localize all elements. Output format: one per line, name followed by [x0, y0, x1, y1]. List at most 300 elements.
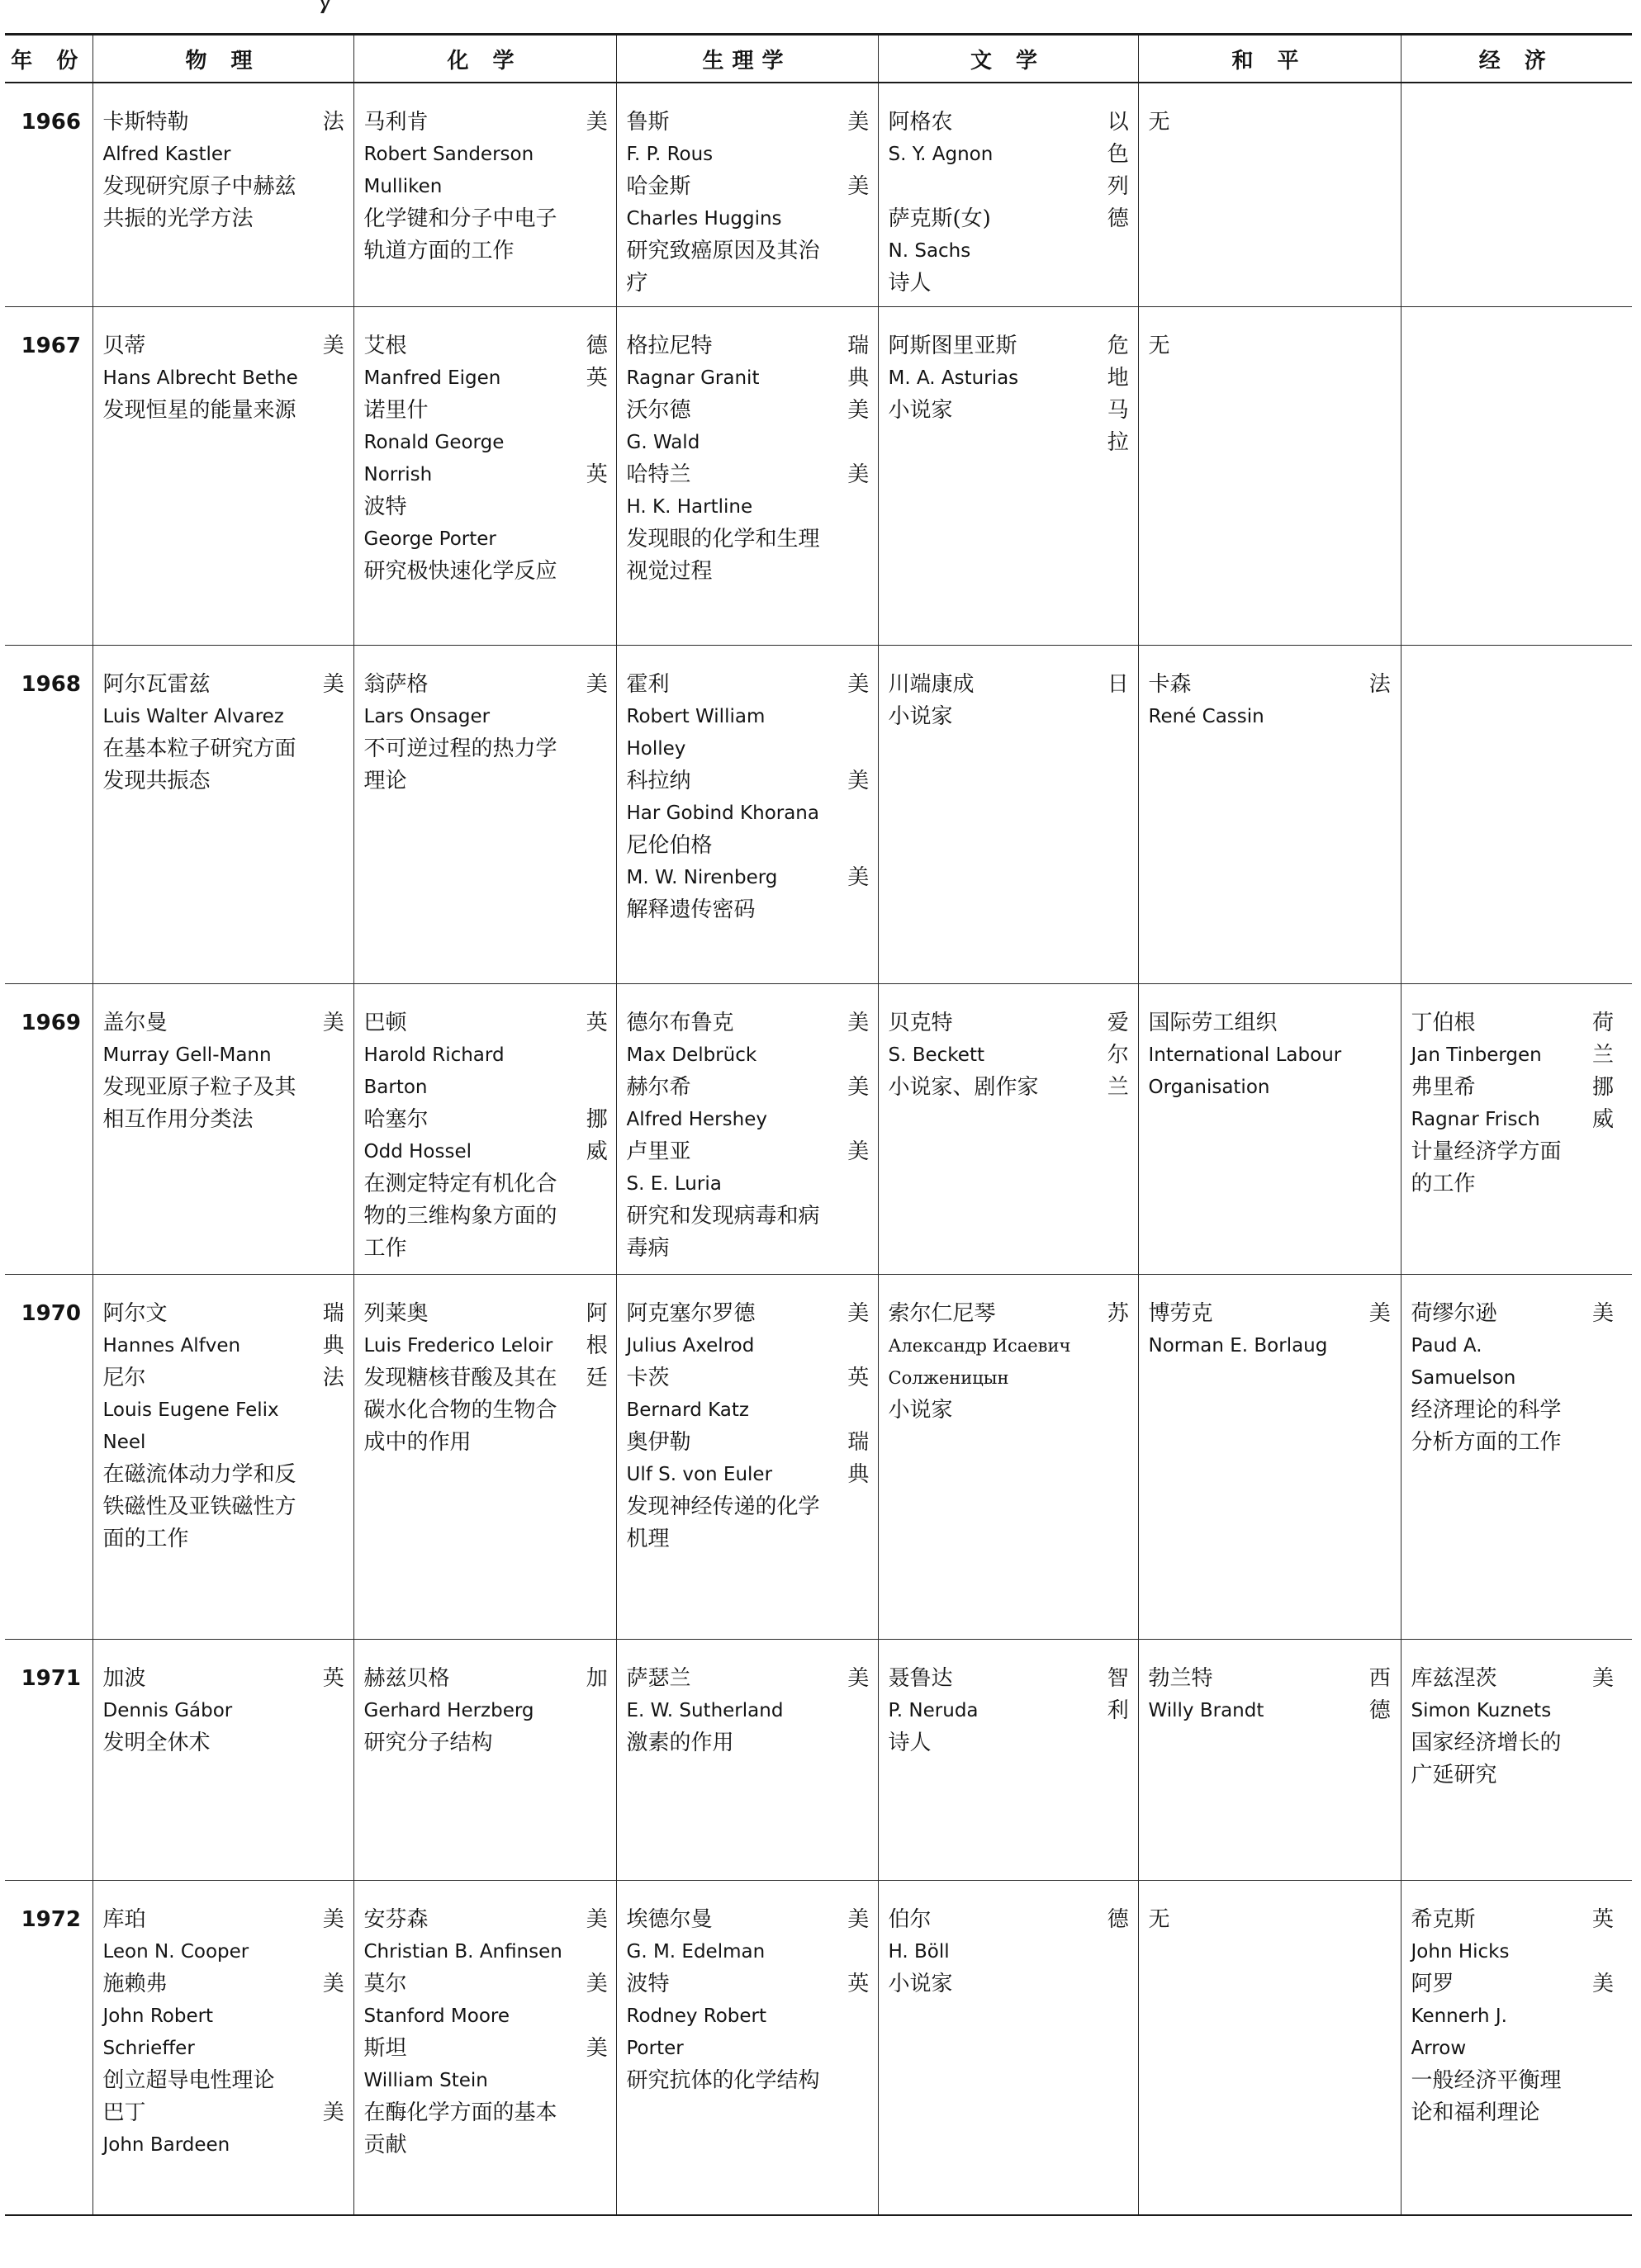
economics-entry-line: 一般经济平衡理论和福利理论: [1411, 2068, 1562, 2125]
economics-entry-line: 计量经济学方面的工作: [1411, 1139, 1562, 1196]
physics-entry-line: 发现研究原子中赫兹共振的光学方法: [102, 174, 296, 231]
physics-entry-line: 在磁流体动力学和反铁磁性及亚铁磁性方面的工作: [102, 1462, 296, 1551]
nationality-char: 美: [847, 1139, 870, 1164]
literature-entry-line: 小说家: [888, 1398, 953, 1423]
economics-laureate-cell: [1401, 1275, 1569, 1640]
header-economics: 经 济: [1401, 35, 1632, 83]
peace-nationality-cell: [1354, 1640, 1401, 1881]
economics-entry-line: Kennerh J. Arrow: [1411, 2005, 1507, 2059]
nationality-char: 地: [1107, 366, 1129, 391]
physiology-entry-line: 阿克塞尔罗德: [626, 1301, 756, 1326]
nationality-char: [844, 139, 873, 171]
chemistry-laureate-cell: [353, 1881, 573, 2215]
economics-entry-line: Paud A. Samuelson: [1411, 1335, 1516, 1389]
literature-entry-line: 小说家、剧作家: [888, 1075, 1039, 1100]
chemistry-entry-line: 波特: [363, 495, 407, 519]
literature-entry-line: M. A. Asturias: [888, 367, 1019, 389]
literature-nationality-cell: [1093, 307, 1138, 646]
physiology-entry-line: 波特: [626, 1972, 670, 1996]
economics-laureate-cell: [1401, 1640, 1569, 1881]
physiology-laureate-cell: [616, 1881, 834, 2215]
nationality-char: 德: [586, 334, 608, 358]
nationality-char: 危: [1107, 334, 1129, 358]
nationality-char: 美: [847, 110, 870, 135]
nationality-char: 美: [322, 1907, 344, 1932]
physics-entry-line: Alfred Kastler: [102, 144, 231, 165]
physiology-entry-line: 研究和发现病毒和病毒病: [626, 1204, 820, 1261]
nationality-char: 美: [322, 334, 344, 358]
chemistry-laureate-cell: [353, 307, 573, 646]
physics-entry-line: 在基本粒子研究方面发现共振态: [102, 736, 296, 793]
nationality-char: 苏: [1107, 1301, 1129, 1326]
nationality-char: 美: [586, 2036, 608, 2061]
nationality-char: 法: [322, 1366, 344, 1390]
nationality-char: 美: [847, 174, 870, 199]
chemistry-nationality-cell: [573, 1640, 616, 1881]
nationality-char: 西: [1368, 1666, 1391, 1691]
year-cell: 1972: [5, 1881, 92, 2215]
chemistry-entry-line: 在测定特定有机化合物的三维构象方面的工作: [363, 1172, 557, 1261]
nationality-char: [583, 1039, 611, 1072]
nationality-char: 美: [847, 398, 870, 423]
physiology-entry-line: S. E. Luria: [626, 1173, 722, 1195]
physics-laureate-cell: [92, 83, 309, 307]
chemistry-nationality-cell: [573, 646, 616, 984]
literature-entry-line: 小说家: [888, 704, 953, 729]
nationality-char: [583, 1936, 611, 1968]
physics-laureate-cell: [92, 1275, 309, 1640]
peace-entry-line: 博劳克: [1148, 1301, 1213, 1326]
physics-entry-line: Hannes Alfven: [102, 1335, 241, 1357]
nationality-char: [583, 2000, 611, 2033]
nationality-char: 利: [1107, 1698, 1129, 1723]
nationality-char: [319, 2033, 349, 2065]
literature-entry-line: 萨克斯(女): [888, 206, 991, 231]
nationality-char: 美: [586, 110, 608, 135]
economics-entry-line: Simon Kuznets: [1411, 1700, 1552, 1721]
chemistry-entry-line: 巴顿: [363, 1011, 407, 1035]
physiology-entry-line: 埃德尔曼: [626, 1907, 713, 1932]
nationality-char: [319, 2000, 349, 2033]
table-row: [5, 1881, 1632, 2215]
economics-entry-line: 希克斯: [1411, 1907, 1476, 1932]
nationality-char: [844, 798, 873, 830]
nationality-char: 列: [1107, 174, 1129, 199]
nationality-char: 挪: [1592, 1075, 1615, 1100]
nationality-char: 美: [847, 1011, 870, 1035]
nationality-char: [844, 733, 873, 765]
physics-laureate-cell: [92, 646, 309, 984]
literature-nationality-cell: [1093, 646, 1138, 984]
chemistry-laureate-cell: [353, 83, 573, 307]
literature-laureate-cell: [878, 307, 1093, 646]
nationality-char: 以: [1107, 110, 1129, 135]
nationality-char: 美: [1592, 1972, 1615, 1996]
physiology-entry-line: 激素的作用: [626, 1731, 734, 1755]
peace-nationality-cell: [1354, 83, 1401, 307]
peace-entry-line: International Labour Organisation: [1148, 1044, 1342, 1098]
economics-laureate-cell: [1401, 984, 1569, 1275]
nationality-char: 英: [586, 462, 608, 487]
physiology-entry-line: 赫尔希: [626, 1075, 691, 1100]
physics-nationality-cell: [309, 646, 353, 984]
chemistry-entry-line: 研究极快速化学反应: [363, 559, 557, 584]
physiology-entry-line: 萨瑟兰: [626, 1666, 691, 1691]
physiology-entry-line: 奥伊勒: [626, 1430, 691, 1455]
physiology-entry-line: Har Gobind Khorana: [626, 803, 819, 824]
economics-laureate-cell: [1401, 646, 1569, 984]
peace-entry-line: 无: [1148, 334, 1170, 358]
economics-entry-line: Ragnar Frisch: [1411, 1109, 1540, 1130]
chemistry-entry-line: 翁萨格: [363, 672, 429, 697]
physics-laureate-cell: [92, 1640, 309, 1881]
header-chemistry: 化 学: [353, 35, 616, 83]
peace-entry-line: 卡森: [1148, 672, 1192, 697]
physiology-laureate-cell: [616, 307, 834, 646]
physiology-entry-line: 发现眼的化学和生理视觉过程: [626, 527, 820, 584]
nationality-char: 美: [322, 672, 344, 697]
table-row: [5, 1275, 1632, 1640]
chemistry-entry-line: William Stein: [363, 2070, 488, 2091]
peace-nationality-cell: [1354, 646, 1401, 984]
literature-entry-line: S. Y. Agnon: [888, 144, 994, 165]
chemistry-entry-line: 在酶化学方面的基本贡献: [363, 2100, 557, 2157]
chemistry-entry-line: 研究分子结构: [363, 1731, 493, 1755]
literature-entry-line: 小说家: [888, 398, 953, 423]
nationality-char: 阿: [586, 1301, 608, 1326]
chemistry-nationality-cell: [573, 1275, 616, 1640]
nationality-char: 瑞: [847, 334, 870, 358]
economics-entry-line: John Hicks: [1411, 1941, 1510, 1963]
year-cell: 1968: [5, 646, 92, 984]
chemistry-entry-line: Lars Onsager: [363, 706, 491, 727]
chemistry-entry-line: 化学键和分子中电子轨道方面的工作: [363, 206, 557, 263]
physiology-entry-line: 解释遗传密码: [626, 897, 756, 922]
year-cell: 1971: [5, 1640, 92, 1881]
economics-laureate-cell: [1401, 307, 1569, 646]
physics-entry-line: John Robert Schrieffer: [102, 2005, 214, 2059]
nationality-char: 典: [322, 1333, 344, 1358]
chemistry-entry-line: 哈塞尔: [363, 1107, 429, 1132]
nationality-char: 威: [1592, 1107, 1615, 1132]
economics-nationality-cell: [1569, 1640, 1632, 1881]
literature-entry-line: 伯尔: [888, 1907, 932, 1932]
literature-entry-line: 索尔仁尼琴: [888, 1301, 996, 1326]
nationality-char: [844, 1936, 873, 1968]
peace-laureate-cell: [1138, 307, 1354, 646]
economics-nationality-cell: [1569, 984, 1632, 1275]
physics-nationality-cell: [309, 1640, 353, 1881]
physics-entry-line: Murray Gell-Mann: [102, 1044, 272, 1066]
header-physiology: 生理学: [616, 35, 878, 83]
physiology-nationality-cell: [834, 646, 878, 984]
chemistry-entry-line: George Porter: [363, 528, 496, 550]
economics-entry-line: Jan Tinbergen: [1411, 1044, 1542, 1066]
table-row: [5, 1640, 1632, 1881]
chemistry-entry-line: 发现糖核苷酸及其在碳水化合物的生物合成中的作用: [363, 1366, 557, 1455]
literature-entry-line: 小说家: [888, 1972, 953, 1996]
physiology-laureate-cell: [616, 83, 834, 307]
physiology-entry-line: 卢里亚: [626, 1139, 691, 1164]
nationality-char: 智: [1107, 1666, 1129, 1691]
nationality-char: [319, 1936, 349, 1968]
nationality-char: 挪: [586, 1107, 608, 1132]
literature-entry-line: P. Neruda: [888, 1700, 979, 1721]
nationality-char: [844, 1330, 873, 1362]
nationality-char: 美: [1592, 1666, 1615, 1691]
literature-nationality-cell: [1093, 83, 1138, 307]
literature-entry-line: Александр Исаевич Солженицын: [888, 1336, 1071, 1388]
literature-nationality-cell: [1093, 984, 1138, 1275]
physics-entry-line: 卡斯特勒: [102, 110, 189, 135]
physics-entry-line: Louis Eugene Felix Neel: [102, 1399, 279, 1453]
header-row: [5, 35, 1632, 83]
physics-entry-line: 巴丁: [102, 2100, 146, 2125]
chemistry-entry-line: 斯坦: [363, 2036, 407, 2061]
economics-laureate-cell: [1401, 1881, 1569, 2215]
nationality-char: 美: [847, 1075, 870, 1100]
literature-entry-line: 诗人: [888, 271, 932, 296]
nationality-char: 美: [586, 672, 608, 697]
literature-laureate-cell: [878, 1881, 1093, 2215]
physiology-entry-line: E. W. Sutherland: [626, 1700, 784, 1721]
literature-laureate-cell: [878, 1640, 1093, 1881]
chemistry-entry-line: Manfred Eigen: [363, 367, 501, 389]
chemistry-entry-line: 马利肯: [363, 110, 429, 135]
chemistry-entry-line: Odd Hossel: [363, 1141, 472, 1162]
chemistry-nationality-cell: [573, 307, 616, 646]
nationality-char: 爱: [1107, 1011, 1129, 1035]
peace-entry-line: Norman E. Borlaug: [1148, 1335, 1328, 1357]
nationality-char: 法: [1368, 672, 1391, 697]
physiology-entry-line: Ulf S. von Euler: [626, 1464, 773, 1485]
physics-entry-line: 发明全休术: [102, 1731, 211, 1755]
peace-entry-line: Willy Brandt: [1148, 1700, 1264, 1721]
nationality-char: [583, 1072, 611, 1104]
peace-nationality-cell: [1354, 307, 1401, 646]
physics-entry-line: Leon N. Cooper: [102, 1941, 249, 1963]
nationality-char: 美: [322, 1972, 344, 1996]
peace-entry-line: René Cassin: [1148, 706, 1264, 727]
literature-laureate-cell: [878, 984, 1093, 1275]
economics-laureate-cell: [1401, 83, 1569, 307]
physiology-entry-line: Charles Huggins: [626, 208, 782, 230]
nationality-char: 典: [847, 366, 870, 391]
peace-laureate-cell: [1138, 1640, 1354, 1881]
physics-nationality-cell: [309, 83, 353, 307]
nationality-char: [844, 1394, 873, 1427]
header-peace: 和 平: [1138, 35, 1401, 83]
physiology-entry-line: Alfred Hershey: [626, 1109, 767, 1130]
physiology-entry-line: F. P. Rous: [626, 144, 714, 165]
physiology-nationality-cell: [834, 83, 878, 307]
nationality-char: 美: [847, 672, 870, 697]
peace-laureate-cell: [1138, 1275, 1354, 1640]
physiology-entry-line: 格拉尼特: [626, 334, 713, 358]
physiology-entry-line: 研究抗体的化学结构: [626, 2068, 820, 2093]
chemistry-nationality-cell: [573, 1881, 616, 2215]
peace-laureate-cell: [1138, 83, 1354, 307]
page-top-ink-mark: [314, 0, 337, 13]
peace-entry-line: 无: [1148, 110, 1170, 135]
nationality-char: 美: [847, 1666, 870, 1691]
economics-entry-line: 国家经济增长的广延研究: [1411, 1731, 1562, 1787]
physics-entry-line: 发现亚原子粒子及其相互作用分类法: [102, 1075, 296, 1132]
physiology-entry-line: Julius Axelrod: [626, 1335, 755, 1357]
economics-entry-line: 弗里希: [1411, 1075, 1476, 1100]
literature-entry-line: [889, 171, 1089, 203]
nationality-char: [319, 2065, 349, 2097]
physiology-laureate-cell: [616, 984, 834, 1275]
nationality-char: 兰: [1107, 1075, 1129, 1100]
physiology-nationality-cell: [834, 1881, 878, 2215]
physiology-entry-line: H. K. Hartline: [626, 496, 753, 518]
economics-entry-line: 阿罗: [1411, 1972, 1454, 1996]
chemistry-entry-line: 不可逆过程的热力学理论: [363, 736, 557, 793]
physics-entry-line: 施赖弗: [102, 1972, 168, 1996]
peace-entry-line: 国际劳工组织: [1148, 1011, 1278, 1035]
nationality-char: 美: [847, 865, 870, 890]
header-physics: 物 理: [92, 35, 353, 83]
physiology-entry-line: 霍利: [626, 672, 670, 697]
nationality-char: 兰: [1592, 1043, 1615, 1068]
nationality-char: 根: [586, 1333, 608, 1358]
physiology-entry-line: 鲁斯: [626, 110, 670, 135]
physiology-entry-line: 卡茨: [626, 1366, 670, 1390]
nationality-char: 美: [1592, 1301, 1615, 1326]
physics-laureate-cell: [92, 1881, 309, 2215]
chemistry-entry-line: Christian B. Anfinsen: [363, 1941, 562, 1963]
literature-laureate-cell: [878, 83, 1093, 307]
physiology-entry-line: Max Delbrück: [626, 1044, 757, 1066]
peace-entry-line: 无: [1148, 1907, 1170, 1932]
chemistry-entry-line: Ronald George Norrish: [363, 432, 505, 485]
physics-entry-line: Dennis Gábor: [102, 1700, 233, 1721]
nationality-char: [583, 427, 611, 459]
table-row: [5, 307, 1632, 646]
nationality-char: 瑞: [847, 1430, 870, 1455]
nationality-char: 德: [1368, 1698, 1391, 1723]
nationality-char: [1579, 1936, 1627, 1968]
table-row: [5, 984, 1632, 1275]
chemistry-entry-line: Harold Richard Barton: [363, 1044, 505, 1098]
chemistry-laureate-cell: [353, 1275, 573, 1640]
year-cell: 1970: [5, 1275, 92, 1640]
chemistry-nationality-cell: [573, 83, 616, 307]
nationality-char: 英: [1592, 1907, 1615, 1932]
nationality-char: 英: [586, 366, 608, 391]
nationality-char: 美: [586, 1972, 608, 1996]
nationality-char: 日: [1107, 672, 1129, 697]
physics-entry-line: Hans Albrecht Bethe: [102, 367, 298, 389]
physiology-entry-line: 发现神经传递的化学机理: [626, 1494, 820, 1551]
nationality-char: 典: [847, 1462, 870, 1487]
economics-nationality-cell: [1569, 83, 1632, 307]
physiology-nationality-cell: [834, 1640, 878, 1881]
chemistry-entry-line: Luis Frederico Leloir: [363, 1335, 553, 1357]
literature-nationality-cell: [1093, 1881, 1138, 2215]
nationality-char: 廷: [586, 1366, 608, 1390]
literature-nationality-cell: [1093, 1640, 1138, 1881]
economics-entry-line: 丁伯根: [1411, 1011, 1476, 1035]
nationality-char: 荷: [1592, 1011, 1615, 1035]
physics-entry-line: 发现恒星的能量来源: [102, 398, 296, 423]
nationality-char: [844, 1039, 873, 1072]
table-row: [5, 646, 1632, 984]
peace-nationality-cell: [1354, 1275, 1401, 1640]
literature-entry-line: 阿斯图里亚斯: [888, 334, 1017, 358]
literature-entry-line: N. Sachs: [888, 240, 971, 262]
chemistry-entry-line: Robert Sanderson Mulliken: [363, 144, 534, 197]
literature-entry-line: 贝克特: [888, 1011, 953, 1035]
physics-entry-line: 阿尔文: [102, 1301, 168, 1326]
literature-entry-line: 阿格农: [888, 110, 953, 135]
physics-nationality-cell: [309, 1275, 353, 1640]
economics-nationality-cell: [1569, 307, 1632, 646]
nationality-char: 美: [847, 462, 870, 487]
physics-entry-line: 创立超导电性理论: [102, 2068, 275, 2093]
physiology-entry-line: Rodney Robert Porter: [626, 2005, 767, 2059]
economics-nationality-cell: [1569, 1881, 1632, 2215]
peace-laureate-cell: [1138, 1881, 1354, 2215]
physics-entry-line: 盖尔曼: [102, 1011, 168, 1035]
physiology-entry-line: 科拉纳: [626, 769, 691, 793]
nationality-char: 英: [586, 1011, 608, 1035]
chemistry-entry-line: 安芬森: [363, 1907, 429, 1932]
physiology-entry-line: 尼伦伯格: [626, 833, 713, 858]
peace-nationality-cell: [1354, 1881, 1401, 2215]
nationality-char: 美: [322, 1011, 344, 1035]
physiology-entry-line: Bernard Katz: [626, 1399, 749, 1421]
header-literature: 文 学: [878, 35, 1138, 83]
nationality-char: 英: [322, 1666, 344, 1691]
literature-laureate-cell: [878, 1275, 1093, 1640]
physiology-nationality-cell: [834, 1275, 878, 1640]
physics-entry-line: Luis Walter Alvarez: [102, 706, 284, 727]
physiology-entry-line: Ragnar Granit: [626, 367, 760, 389]
physics-entry-line: John Bardeen: [102, 2134, 230, 2156]
physics-entry-line: 加波: [102, 1666, 146, 1691]
economics-entry-line: 经济理论的科学分析方面的工作: [1411, 1398, 1562, 1455]
economics-nationality-cell: [1569, 646, 1632, 984]
physics-nationality-cell: [309, 984, 353, 1275]
nationality-char: 美: [322, 2100, 344, 2125]
peace-laureate-cell: [1138, 646, 1354, 984]
nationality-char: [844, 1104, 873, 1136]
literature-laureate-cell: [878, 646, 1093, 984]
chemistry-entry-line: 艾根: [363, 334, 407, 358]
nationality-char: [844, 830, 873, 862]
peace-entry-line: 勃兰特: [1148, 1666, 1213, 1691]
physiology-entry-line: 沃尔德: [626, 398, 691, 423]
nobel-prize-table: [5, 33, 1632, 2216]
economics-nationality-cell: [1569, 1275, 1632, 1640]
physiology-entry-line: Robert William Holley: [626, 706, 766, 760]
chemistry-entry-line: 莫尔: [363, 1972, 407, 1996]
chemistry-entry-line: 诺里什: [363, 398, 429, 423]
header-year: 年 份: [5, 35, 92, 83]
literature-entry-line: H. Böll: [888, 1941, 950, 1963]
nationality-char: 加: [586, 1666, 608, 1691]
nationality-char: [583, 395, 611, 427]
nationality-char: [844, 427, 873, 459]
peace-nationality-cell: [1354, 984, 1401, 1275]
physics-entry-line: 阿尔瓦雷兹: [102, 672, 211, 697]
nationality-char: 尔: [1107, 1043, 1129, 1068]
table-row: [5, 83, 1632, 307]
economics-entry-line: 荷缪尔逊: [1411, 1301, 1497, 1326]
year-cell: 1966: [5, 83, 92, 307]
